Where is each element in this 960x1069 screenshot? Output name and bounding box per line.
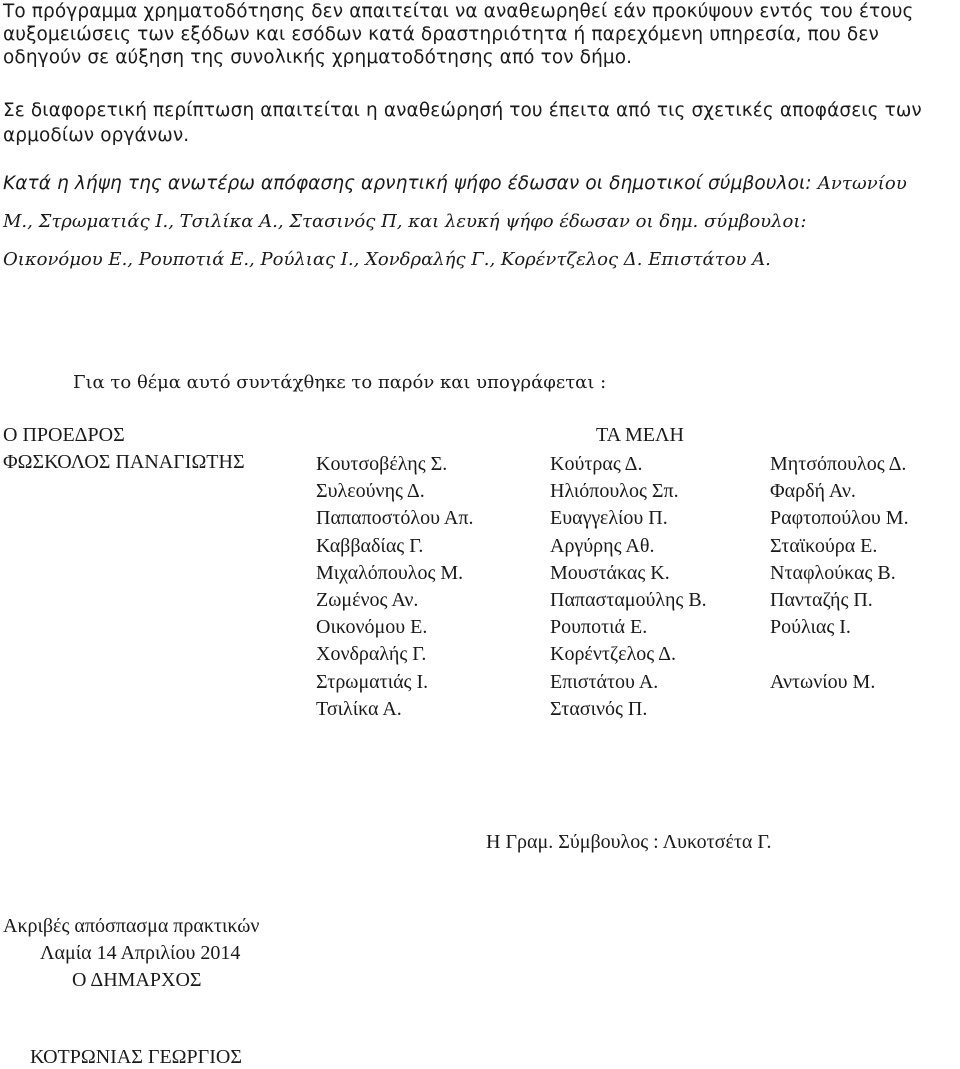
- member-name: Αργύρης Αθ.: [550, 534, 655, 557]
- member-name: Ευαγγελίου Π.: [550, 507, 668, 530]
- member-name: Ηλιόπουλος Σπ.: [550, 480, 679, 503]
- member-name: Οικονόμου Ε.: [316, 616, 428, 639]
- votes-tail: Αντωνίου: [817, 173, 907, 194]
- member-name: Παπαποστόλου Απ.: [316, 507, 474, 530]
- member-name: Παπασταμούλης Β.: [550, 588, 707, 611]
- member-name: Αντωνίου Μ.: [770, 670, 876, 693]
- certified-copy-label: Ακριβές απόσπασμα πρακτικών: [3, 915, 260, 937]
- member-name: Στασινός Π.: [550, 697, 648, 720]
- text-line: αυξομειώσεις των εξόδων και εσόδων κατά δραστηριότητα ή παρεχόμενη υπηρεσία, που δεν: [3, 24, 879, 45]
- members-title: ΤΑ ΜΕΛΗ: [596, 424, 684, 446]
- votes-lead: Κατά η λήψη της ανωτέρω απόφασης αρνητική ψήφο έδωσαν οι δημοτικοί σύμβουλοι:: [3, 173, 812, 194]
- member-name: Χονδραλής Γ.: [316, 643, 427, 666]
- mayor-title: Ο ΔΗΜΑΡΧΟΣ: [72, 969, 202, 991]
- member-name: [770, 641, 909, 668]
- member-name: Νταφλούκας Β.: [770, 561, 896, 584]
- member-name: Κορέντζελος Δ.: [550, 643, 676, 666]
- member-name: Κουτσοβέλης Σ.: [316, 453, 448, 475]
- votes-line-1: [3, 173, 907, 194]
- member-name: Μητσόπουλος Δ.: [770, 453, 907, 475]
- signature-intro: Για το θέμα αυτό συντάχθηκε το παρόν και υπογράφεται :: [73, 372, 607, 393]
- president-title: Ο ΠΡΟΕΔΡΟΣ: [3, 424, 125, 446]
- member-name: Ζωμένος Αν.: [316, 588, 419, 611]
- text-line: Το πρόγραμμα χρηματοδότησης δεν απαιτείται να αναθεωρηθεί εάν προκύψουν εντός του έτους: [3, 1, 914, 22]
- member-name: Στρωματιάς Ι.: [316, 670, 429, 693]
- paragraph-funding: [3, 0, 913, 69]
- members-column-3: [770, 451, 909, 723]
- member-name: Μιχαλόπουλος Μ.: [316, 561, 464, 584]
- members-column-1: [316, 451, 473, 723]
- member-name: [770, 696, 909, 723]
- members-column-2: [550, 451, 707, 723]
- member-name: Πανταζής Π.: [770, 588, 873, 611]
- text-line: Σε διαφορετική περίπτωση απαιτείται η αναθεώρησή του έπειτα από τις σχετικές αποφάσεις των: [3, 100, 922, 121]
- president-name: ΦΩΣΚΟΛΟΣ ΠΑΝΑΓΙΩΤΗΣ: [3, 451, 245, 473]
- date-line: Λαμία 14 Απριλίου 2014: [40, 942, 241, 964]
- member-name: Συλεούνης Δ.: [316, 480, 425, 503]
- votes-line-2: Μ., Στρωματιάς Ι., Τσιλίκα Α., Στασινός Π, και λευκή ψήφο έδωσαν οι δημ. σύμβουλοι:: [3, 211, 807, 232]
- secretary-line: Η Γραμ. Σύμβουλος : Λυκοτσέτα Γ.: [486, 831, 772, 853]
- member-name: Επιστάτου Α.: [550, 670, 659, 693]
- member-name: Ρουποτιά Ε.: [550, 616, 648, 639]
- paragraph-revision: [3, 98, 922, 148]
- member-name: Ραφτοπούλου Μ.: [770, 507, 909, 530]
- member-name: Κούτρας Δ.: [550, 453, 643, 475]
- member-name: Ρούλιας Ι.: [770, 616, 851, 639]
- member-name: Τσιλίκα Α.: [316, 697, 402, 720]
- member-name: Σταϊκούρα Ε.: [770, 534, 878, 557]
- text-line: οδηγούν σε αύξηση της συνολικής χρηματοδότησης από τον δήμο.: [3, 47, 633, 68]
- member-name: Καββαδίας Γ.: [316, 534, 424, 557]
- member-name: Μουστάκας Κ.: [550, 561, 670, 584]
- member-name: Φαρδή Αν.: [770, 480, 856, 503]
- text-line: αρμοδίων οργάνων.: [3, 125, 190, 146]
- votes-line-3: Οικονόμου Ε., Ρουποτιά Ε., Ρούλιας Ι., Χονδραλής Γ., Κορέντζελος Δ. Επιστάτου Α.: [3, 249, 771, 270]
- mayor-name: ΚΟΤΡΩΝΙΑΣ ΓΕΩΡΓΙΟΣ: [30, 1046, 242, 1068]
